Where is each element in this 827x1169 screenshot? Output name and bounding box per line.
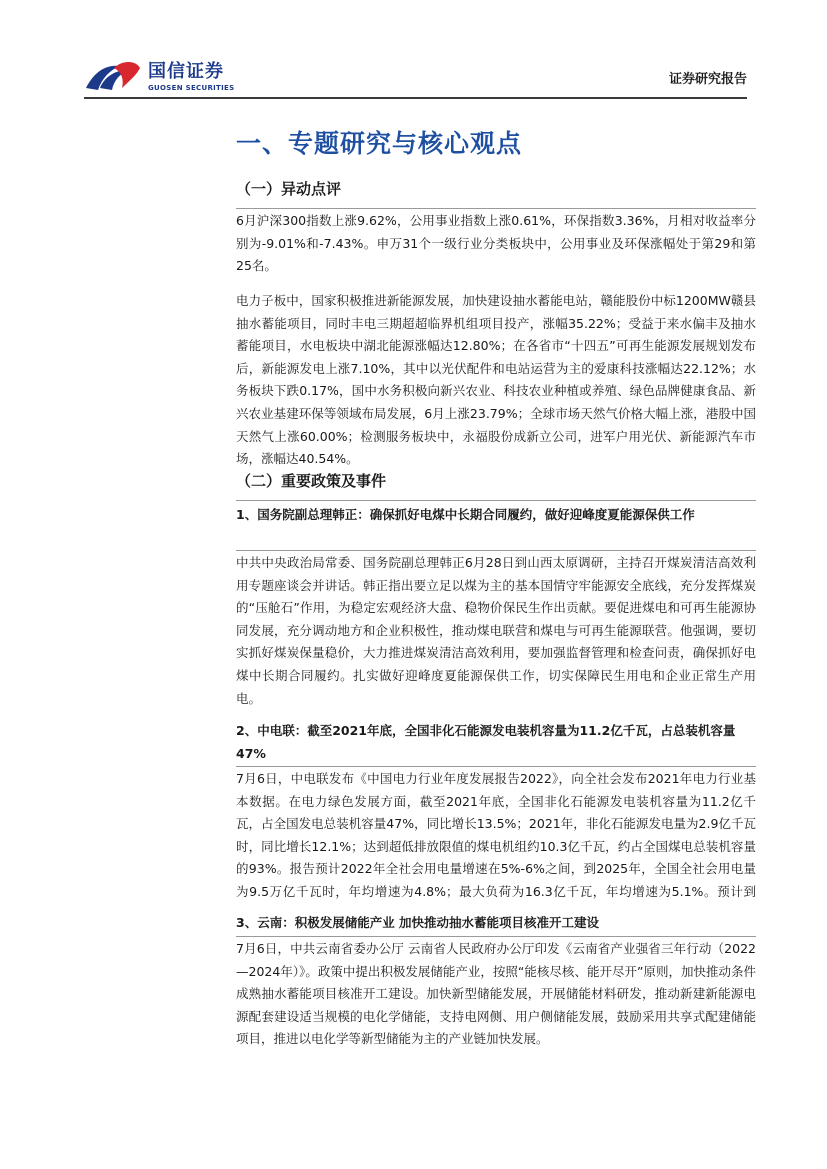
- guosen-logo: [84, 58, 234, 96]
- event-1-title: 1、国务院副总理韩正：确保抓好电煤中长期合同履约，做好迎峰度夏能源保供工作: [236, 507, 695, 522]
- subsection-title-policy-events: （二）重要政策及事件: [236, 472, 387, 490]
- subsection-divider: [236, 208, 756, 209]
- event-3-text: 7月6日，中共云南省委办公厅 云南省人民政府办公厅印发《云南省产业强省三年行动（2022—2024年）》。政策中提出积极发展储能产业，按照“能核尽核、能开尽开”原则，加快推动条件成熟抽水蓄能项目核准开工建设。加快新型储能发展，开展储能材料研发，推动新建新能源电源配套建设适当规模的电化学储能，支持电网侧、用户侧储能发展，鼓励采用共享式配建储能项目，推进以电化学等新型储能为主的产业链加快发展。: [236, 941, 756, 1047]
- event-1-text: 中共中央政治局常委、国务院副总理韩正6月28日到山西太原调研，主持召开煤炭清洁高效利用专题座谈会并讲话。韩正指出要立足以煤为主的基本国情守牢能源安全底线，充分发挥煤炭的“压舱石”作用，为稳定宏观经济大盘、稳物价保民生作出贡献。要促进煤电和可再生能源协同发展，充分调动地方和企业积极性，推动煤电联营和煤电与可再生能源联营。他强调，要切实抓好煤炭保量稳价，大力推进煤炭清洁高效利用，要加强监督管理和检查问责，确保抓好电煤中长期合同履约。扎实做好迎峰度夏能源保供工作，切实保障民生用电和企业正常生产用电。: [236, 555, 756, 706]
- page-header: [0, 0, 827, 100]
- event-2-title: 2、中电联：截至2021年底，全国非化石能源发电装机容量为11.2亿千瓦，占总装机容量47%: [236, 723, 736, 761]
- event-2-text: 7月6日，中电联发布《中国电力行业年度发展报告2022》，向全社会发布2021年电力行业基本数据。在电力绿色发展方面，截至2021年底，全国非化石能源发电装机容量为11.2亿千瓦，占全国发电总装机容量47%，同比增长13.5%；2021年，非化石能源发电量为2.9亿千瓦时，同比增长12.1%；达到超低排放限值的煤电机组约10.3亿千瓦，约占全国煤电总装机容量的93%。报告预计2022年全社会用电量增速在5%-6%之间，到2025年，全国全社会用电量为9.5万亿千瓦时，年均增速为4.8%；最大负荷为16.3亿千瓦，年均增速为5.1%。预计到: [236, 771, 756, 899]
- guosen-logo-icon: [84, 58, 142, 96]
- anomaly-paragraph-2: 电力子板中，国家积极推进新能源发展，加快建设抽水蓄能电站，赣能股份中标1200MW赣县抽水蓄能项目，同时丰电三期超超临界机组项目投产，涨幅35.22%；受益于来水偏丰及抽水蓄能项目，水电板块中湖北能源涨幅达12.80%；在各省市“十四五”可再生能源发展规划发布后，新能源发电上涨7.10%，其中以光伏配件和电站运营为主的爱康科技涨幅达22.12%；水务板块下跌0.17%，国中水务积极向新兴农业、科技农业种植或养殖、绿色品牌健康食品、新兴农业基建环保等领域布局发展，6月上涨23.79%；全球市场天然气价格大幅上涨，港股中国天然气上涨60.00%；检测服务板块中，永福股份成新立公司，进军户用光伏、新能源汽车市场，涨幅达40.54%。: [236, 293, 756, 467]
- report-type-label: 证券研究报告: [668, 72, 747, 87]
- logo-english-name: GUOSEN SECURITIES: [148, 84, 235, 92]
- event-3-title: 3、云南：积极发展储能产业 加快推动抽水蓄能项目核准开工建设: [236, 915, 600, 930]
- logo-chinese-name: 国信证券: [148, 61, 224, 82]
- event-divider: [236, 936, 756, 937]
- subsection-title-anomaly-review: （一）异动点评: [236, 180, 342, 198]
- event-divider: [236, 766, 756, 767]
- header-divider: [84, 97, 747, 99]
- subsection-divider: [236, 500, 756, 501]
- event-divider: [236, 550, 756, 551]
- anomaly-paragraph-1: 6月沪深300指数上涨9.62%，公用事业指数上涨0.61%，环保指数3.36%，月相对收益率分别为-9.01%和-7.43%。申万31个一级行业分类板块中，公用事业及环保涨幅处于第29和第25名。: [236, 213, 756, 274]
- section-title: 一、专题研究与核心观点: [236, 129, 523, 158]
